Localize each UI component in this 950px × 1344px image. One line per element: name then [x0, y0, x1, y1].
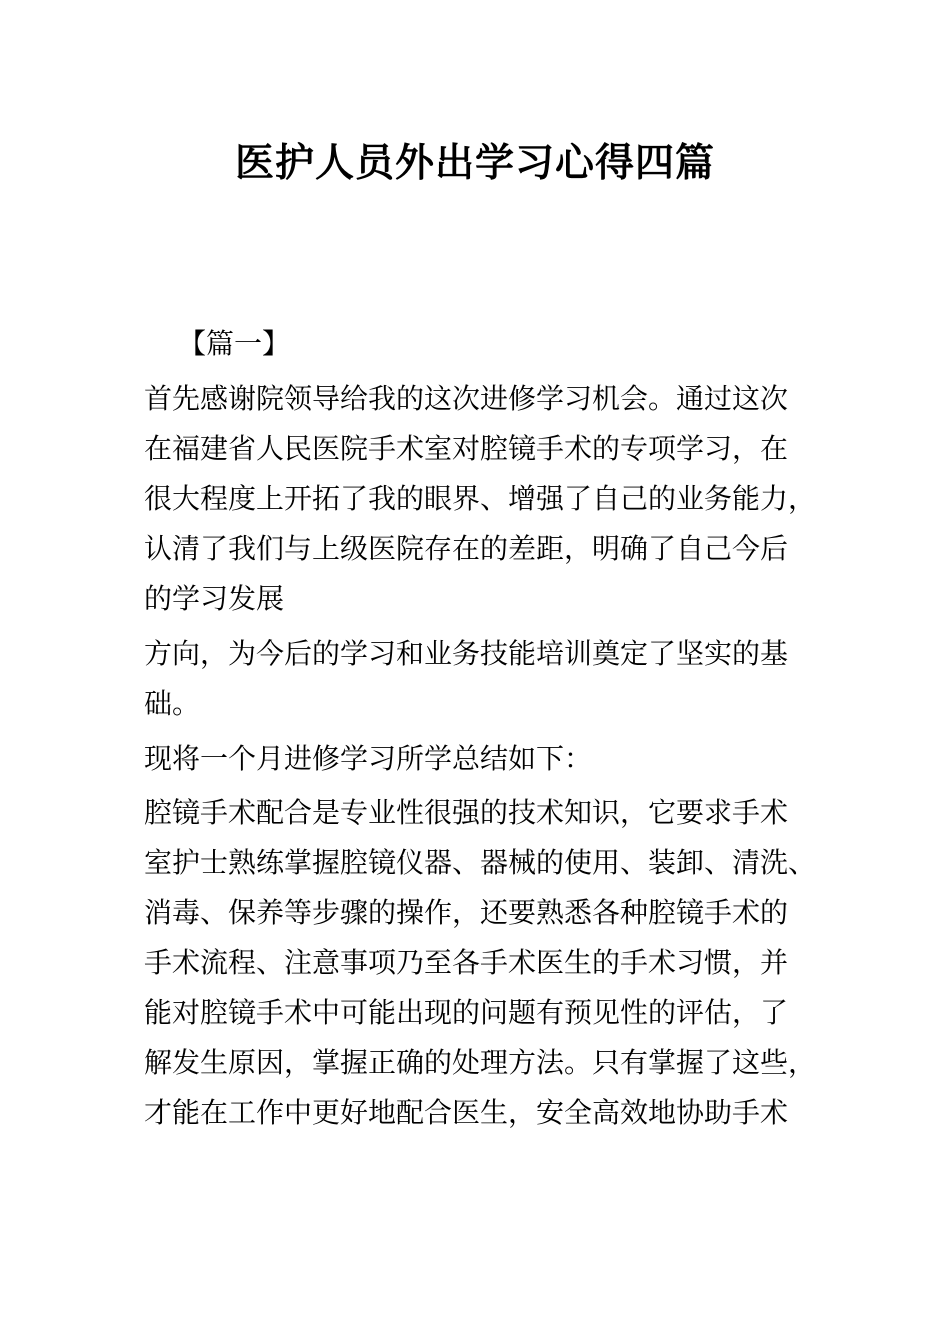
- paragraph-line: 能对腔镜手术中可能出现的问题有预见性的评估，了: [144, 996, 789, 1029]
- paragraph-2: [144, 629, 834, 729]
- paragraph-line: 方向，为今后的学习和业务技能培训奠定了坚实的基: [144, 637, 789, 670]
- paragraph-line: 的学习发展: [144, 582, 285, 615]
- paragraph-line: 手术流程、注意事项乃至各手术医生的手术习惯，并: [144, 946, 789, 979]
- paragraph-line: 首先感谢院领导给我的这次进修学习机会。通过这次: [144, 382, 789, 415]
- paragraph-line: 解发生原因，掌握正确的处理方法。只有掌握了这些，: [144, 1046, 817, 1079]
- paragraph-line: 认清了我们与上级医院存在的差距，明确了自己今后: [144, 532, 789, 565]
- paragraph-line: 很大程度上开拓了我的眼界、增强了自己的业务能力，: [144, 482, 817, 515]
- paragraph-1: [144, 374, 834, 624]
- document-title: 医护人员外出学习心得四篇: [234, 141, 715, 186]
- paragraph-3: [144, 734, 834, 784]
- paragraph-line: 才能在工作中更好地配合医生，安全高效地协助手术: [144, 1096, 789, 1129]
- paragraph-line: 现将一个月进修学习所学总结如下：: [144, 742, 593, 775]
- paragraph-line: 室护士熟练掌握腔镜仪器、器械的使用、装卸、清洗、: [144, 846, 817, 879]
- paragraph-4: [144, 788, 834, 1138]
- paragraph-line: 消毒、保养等步骤的操作，还要熟悉各种腔镜手术的: [144, 896, 789, 929]
- paragraph-line: 在福建省人民医院手术室对腔镜手术的专项学习，在: [144, 432, 789, 465]
- paragraph-line: 础。: [144, 687, 201, 720]
- paragraph-line: 腔镜手术配合是专业性很强的技术知识，它要求手术: [144, 796, 789, 829]
- section-label: 【篇一】: [178, 327, 291, 360]
